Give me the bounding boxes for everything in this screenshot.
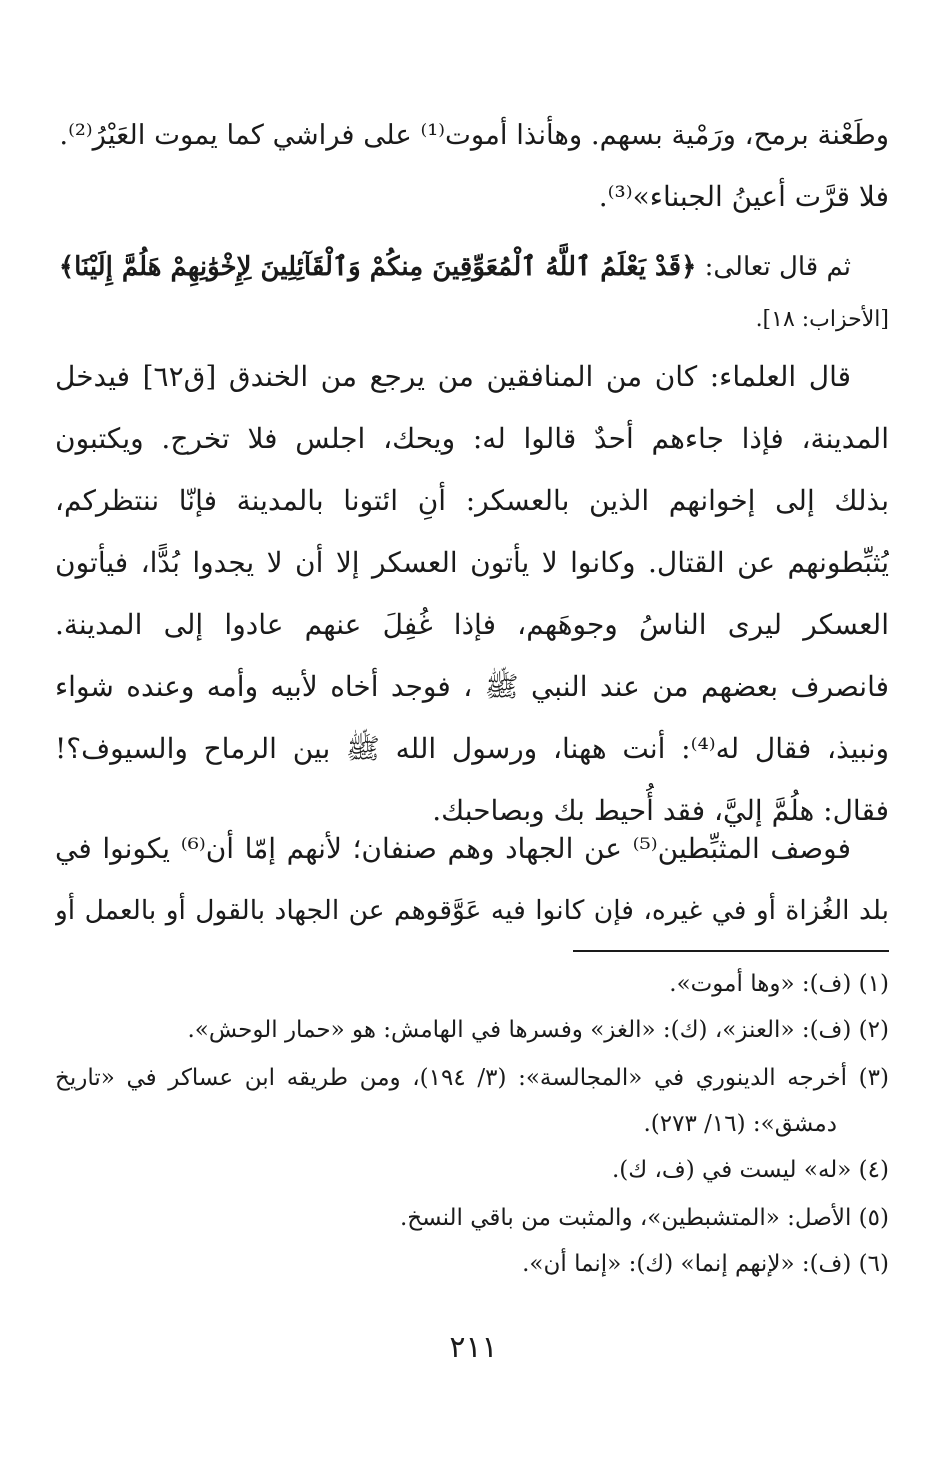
- footnote-3-continued: دمشق»: (١٦/ ٢٧٣).: [643, 1111, 837, 1137]
- body-text-line: فانصرف بعضهم من عند النبي ﷺ ، فوجد أخاه لأبيه وأمه وعنده شواء: [55, 670, 889, 703]
- verse-intro: ثم قال تعالى:: [696, 252, 851, 282]
- body-text-line: فلا قرَّت أعينُ الجبناء»⁽³⁾.: [598, 180, 889, 213]
- body-text-line: فقال: هلُمَّ إليَّ، فقد أُحيط بك وبصاحبك.: [432, 794, 889, 827]
- page-number: ٢١١: [449, 1330, 498, 1365]
- body-text-line: ونبيذ، فقال له⁽⁴⁾: أنت ههنا، ورسول الله ﷺ بين الرماح والسيوف؟!: [55, 732, 889, 765]
- verse-line: [55, 236, 851, 298]
- footnote-6: (٦) (ف): «لإنهم إنما» (ك): «إنما أن».: [522, 1251, 889, 1277]
- body-text-line: يُثبِّطونهم عن القتال. وكانوا لا يأتون العسكر إلا أن لا يجدوا بُدًّا، فيأتون: [55, 546, 889, 579]
- body-text-line: وطَعْنة برمح، ورَمْية بسهم. وهأنذا أموت⁽¹⁾ على فراشي كما يموت العَيْرُ⁽²⁾.: [59, 119, 889, 151]
- footnote-4: (٤) «له» ليست في (ف، ك).: [611, 1157, 889, 1183]
- footnote-5: (٥) الأصل: «المتشبطين»، والمثبت من باقي النسخ.: [399, 1205, 889, 1231]
- body-text-line: بلد الغُزاة أو في غيره، فإن كانوا فيه عَوَّقوهم عن الجهاد بالقول أو بالعمل أو: [55, 895, 889, 926]
- footnote-divider: [573, 950, 889, 952]
- quran-verse: ﴿قَدْ يَعْلَمُ ٱللَّهُ ٱلْمُعَوِّقِينَ مِنكُمْ وَٱلْقَآئِلِينَ لِإِخْوَٰنِهِمْ هَلُمَّ إِلَيْنَا﴾: [58, 252, 697, 282]
- body-text-line: فوصف المثبِّطين⁽⁵⁾ عن الجهاد وهم صنفان؛ لأنهم إمّا أن⁽⁶⁾ يكونوا في: [55, 832, 851, 865]
- footnote-1: (١) (ف): «وها أموت».: [669, 971, 889, 997]
- verse-citation: [الأحزاب: ١٨].: [755, 307, 889, 332]
- body-text-line: قال العلماء: كان من المنافقين من يرجع من الخندق [ق٦٢] فيدخل: [55, 360, 851, 393]
- footnote-2: (٢) (ف): «العنز»، (ك): «الغز» وفسرها في الهامش: هو «حمار الوحش».: [187, 1017, 889, 1043]
- body-text-line: المدينة، فإذا جاءهم أحدٌ قالوا له: ويحك، اجلس فلا تخرج. ويكتبون: [55, 422, 889, 455]
- footnote-3: (٣) أخرجه الدينوري في «المجالسة»: (٣/ ١٩٤)، ومن طريقه ابن عساكر في «تاريخ: [55, 1065, 889, 1091]
- body-text-line: العسكر ليرى الناسُ وجوهَهم، فإذا غُفِلَ عنهم عادوا إلى المدينة.: [55, 608, 889, 641]
- body-text-line: بذلك إلى إخوانهم الذين بالعسكر: أنِ ائتونا بالمدينة فإنّا ننتظركم،: [55, 484, 889, 517]
